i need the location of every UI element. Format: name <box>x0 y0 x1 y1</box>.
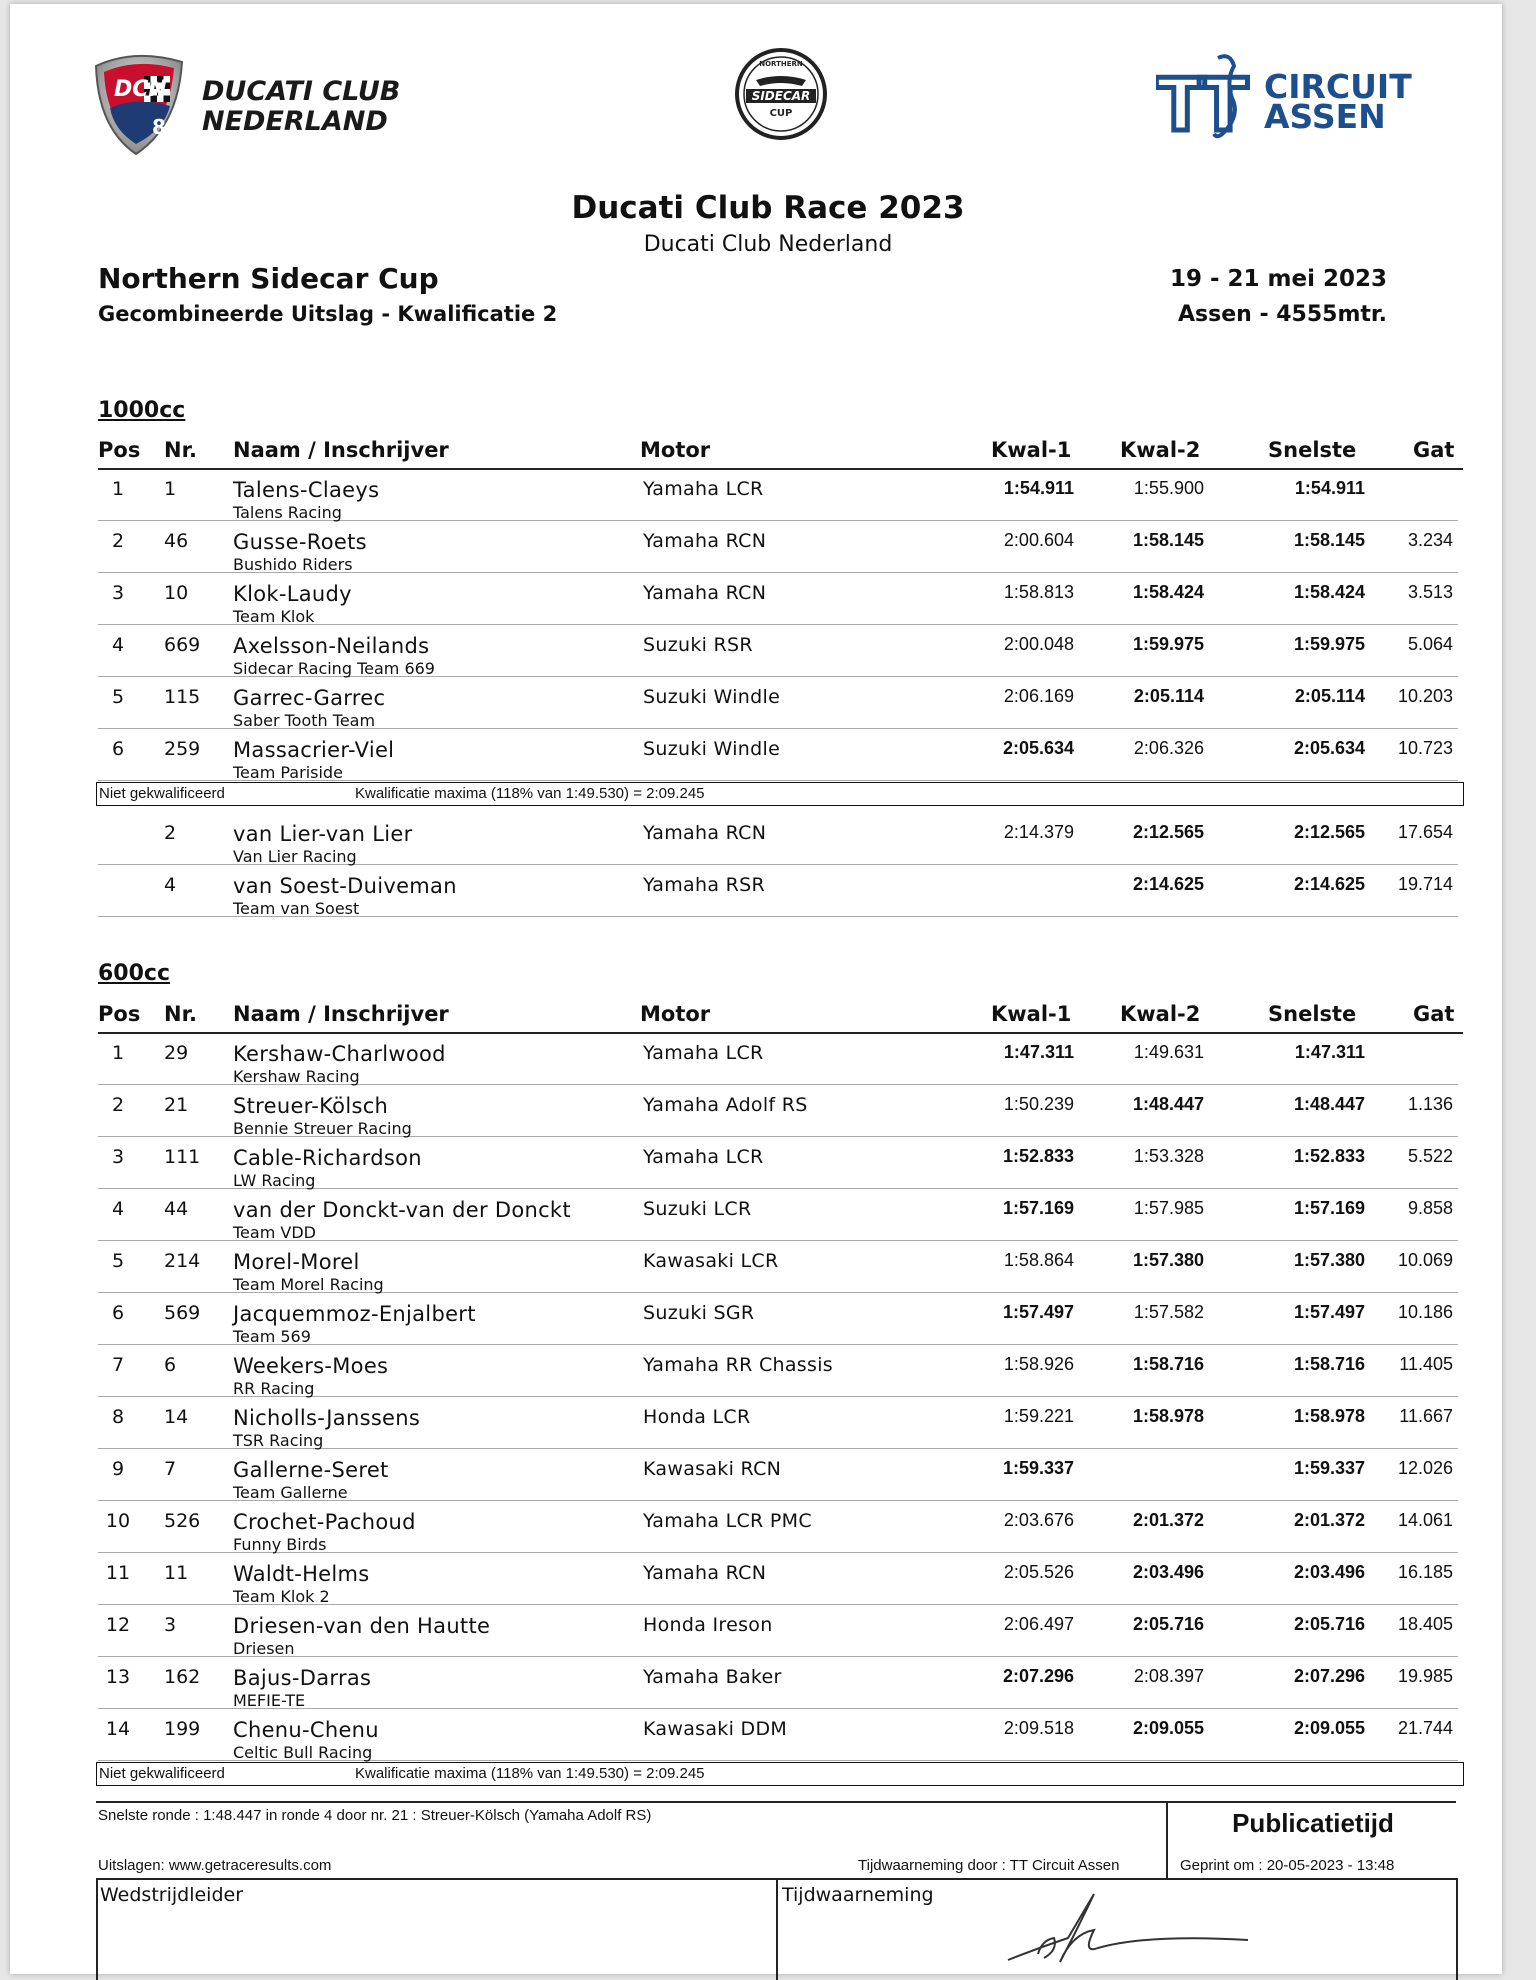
motor-cell: Yamaha RCN <box>643 1562 767 1584</box>
table-row <box>98 1500 1458 1553</box>
kwal-1-time: 1:58.864 <box>1003 1250 1074 1270</box>
header-motor: Motor <box>640 438 711 462</box>
gap-cell: 9.858 <box>1407 1198 1453 1218</box>
entrant-name: Team Gallerne <box>233 1483 348 1502</box>
position-cell: 4 <box>111 1198 125 1220</box>
qualification-rule: Kwalificatie maxima (118% van 1:49.530) = 2:09.245 <box>355 1765 705 1782</box>
entrant-name: Celtic Bull Racing <box>233 1743 373 1762</box>
kwal-2-time: 1:57.985 <box>1133 1198 1204 1218</box>
number-cell: 162 <box>164 1666 201 1688</box>
crew-name: Massacrier-Viel <box>233 738 395 762</box>
document-subtitle: Ducati Club Nederland <box>643 232 893 257</box>
tt-circuit-icon <box>1156 50 1436 146</box>
timekeeping-label: Tijdwaarneming <box>782 1884 934 1906</box>
position-cell: 14 <box>105 1718 131 1740</box>
kwal-2-time: 1:49.631 <box>1133 1042 1204 1062</box>
results-sheet <box>10 4 1502 1974</box>
kwal-1-time: 1:54.911 <box>1003 478 1074 498</box>
results-website: Uitslagen: www.getraceresults.com <box>98 1857 332 1874</box>
fastest-time: 1:58.145 <box>1293 530 1365 550</box>
entrant-name: LW Racing <box>233 1171 316 1190</box>
number-cell: 3 <box>164 1614 177 1636</box>
position-cell: 2 <box>111 1094 125 1116</box>
nsc-top-text: NORTHERN <box>759 60 803 68</box>
crew-name: Klok-Laudy <box>233 582 352 606</box>
crew-name: Weekers-Moes <box>233 1354 389 1378</box>
kwal-2-time: 1:55.900 <box>1133 478 1204 498</box>
position-cell: 5 <box>111 686 125 708</box>
fastest-time: 2:01.372 <box>1293 1510 1365 1530</box>
table-row <box>98 1188 1458 1241</box>
position-cell: 10 <box>105 1510 131 1532</box>
gap-cell: 10.069 <box>1397 1250 1453 1270</box>
nsc-mid-text: SIDECAR <box>751 89 811 103</box>
kwal-1-time: 2:14.379 <box>1003 822 1074 842</box>
table-row <box>98 1344 1458 1397</box>
number-cell: 2 <box>164 822 177 844</box>
number-cell: 44 <box>164 1198 189 1220</box>
kwal-2-time: 1:57.380 <box>1132 1250 1204 1270</box>
entrant-name: Team van Soest <box>233 899 360 918</box>
crew-name: Gallerne-Seret <box>233 1458 389 1482</box>
fastest-time: 1:58.424 <box>1293 582 1365 602</box>
motor-cell: Honda LCR <box>643 1406 751 1428</box>
fastest-time: 2:09.055 <box>1293 1718 1365 1738</box>
position-cell: 11 <box>105 1562 131 1584</box>
gap-cell: 16.185 <box>1397 1562 1453 1582</box>
publication-time-label: Publicatietijd <box>1232 1808 1394 1838</box>
motor-cell: Yamaha RSR <box>643 874 765 896</box>
crew-name: Morel-Morel <box>233 1250 360 1274</box>
table-row <box>98 624 1458 677</box>
header-snelste: Snelste <box>1268 1002 1357 1026</box>
kwal-1-time: 2:00.048 <box>1003 634 1074 654</box>
fastest-time: 1:48.447 <box>1293 1094 1365 1114</box>
fastest-time: 2:07.296 <box>1293 1666 1365 1686</box>
motor-cell: Suzuki Windle <box>643 686 781 708</box>
gap-cell: 12.026 <box>1397 1458 1453 1478</box>
position-cell: 12 <box>105 1614 131 1636</box>
timing-by: Tijdwaarneming door : TT Circuit Assen <box>858 1857 1120 1874</box>
fastest-time: 2:05.634 <box>1293 738 1365 758</box>
header-name: Naam / Inschrijver <box>233 1002 449 1026</box>
kwal-1-time: 1:50.239 <box>1003 1094 1074 1114</box>
fastest-time: 1:58.716 <box>1293 1354 1365 1374</box>
kwal-2-time: 1:48.447 <box>1132 1094 1204 1114</box>
entrant-name: Team Pariside <box>233 763 343 782</box>
gap-cell: 18.405 <box>1397 1614 1453 1634</box>
fastest-time: 1:58.978 <box>1293 1406 1365 1426</box>
kwal-1-time: 2:00.604 <box>1003 530 1074 550</box>
table-row <box>98 676 1458 729</box>
header-kwal-1: Kwal-1 <box>991 1002 1072 1026</box>
number-cell: 7 <box>164 1458 177 1480</box>
gap-cell: 19.714 <box>1397 874 1453 894</box>
number-cell: 4 <box>164 874 177 896</box>
footer-divider <box>96 1801 1456 1803</box>
svg-text:8: 8 <box>152 115 166 139</box>
motor-cell: Kawasaki RCN <box>643 1458 782 1480</box>
entrant-name: Team 569 <box>233 1327 311 1346</box>
entrant-name: TSR Racing <box>233 1431 324 1450</box>
crew-name: Waldt-Helms <box>233 1562 370 1586</box>
header-pos: Pos <box>98 1002 141 1026</box>
table-row <box>98 1552 1458 1605</box>
entrant-name: Kershaw Racing <box>233 1067 360 1086</box>
kwal-2-time: 1:58.145 <box>1132 530 1204 550</box>
header-nr: Nr. <box>164 1002 197 1026</box>
entrant-name: Team Klok 2 <box>233 1587 330 1606</box>
kwal-2-time: 2:12.565 <box>1132 822 1204 842</box>
entrant-name: Van Lier Racing <box>233 847 357 866</box>
entrant-name: Team Morel Racing <box>233 1275 384 1294</box>
table-row <box>98 1448 1458 1501</box>
tt-logo-line2: ASSEN <box>1264 97 1386 136</box>
crew-name: Jacquemmoz-Enjalbert <box>233 1302 476 1326</box>
event-venue: Assen - 4555mtr. <box>1178 302 1387 327</box>
table-row <box>98 1084 1458 1137</box>
gap-cell: 1.136 <box>1407 1094 1453 1114</box>
sidecar-cup-logo <box>726 44 836 144</box>
not-qualified-label: Niet gekwalificeerd <box>99 785 225 802</box>
motor-cell: Yamaha Adolf RS <box>643 1094 808 1116</box>
crew-name: Bajus-Darras <box>233 1666 372 1690</box>
dcn-logo-line1: DUCATI CLUB <box>202 76 401 107</box>
motor-cell: Yamaha RCN <box>643 822 767 844</box>
number-cell: 1 <box>164 478 177 500</box>
fastest-time: 1:57.380 <box>1293 1250 1365 1270</box>
kwal-2-time: 1:58.978 <box>1132 1406 1204 1426</box>
kwal-2-time: 1:58.716 <box>1132 1354 1204 1374</box>
table-row <box>98 468 1458 521</box>
number-cell: 214 <box>164 1250 201 1272</box>
gap-cell: 3.513 <box>1407 582 1453 602</box>
crew-name: Talens-Claeys <box>233 478 380 502</box>
not-qualified-label: Niet gekwalificeerd <box>99 1765 225 1782</box>
table-row <box>98 812 1458 865</box>
motor-cell: Yamaha Baker <box>643 1666 782 1688</box>
number-cell: 111 <box>164 1146 201 1168</box>
number-cell: 569 <box>164 1302 201 1324</box>
fastest-time: 1:57.497 <box>1293 1302 1365 1322</box>
number-cell: 11 <box>164 1562 189 1584</box>
kwal-2-time: 2:03.496 <box>1132 1562 1204 1582</box>
crew-name: Streuer-Kölsch <box>233 1094 389 1118</box>
position-cell: 8 <box>111 1406 125 1428</box>
document-title: Ducati Club Race 2023 <box>571 190 965 226</box>
table-header <box>98 998 1463 1034</box>
number-cell: 29 <box>164 1042 189 1064</box>
table-row <box>98 1708 1458 1761</box>
ducati-club-logo <box>86 48 426 158</box>
entrant-name: Bennie Streuer Racing <box>233 1119 412 1138</box>
crew-name: Chenu-Chenu <box>233 1718 379 1742</box>
kwal-1-time: 1:57.497 <box>1002 1302 1074 1322</box>
header-motor: Motor <box>640 1002 711 1026</box>
gap-cell: 10.723 <box>1397 738 1453 758</box>
fastest-lap-note: Snelste ronde : 1:48.447 in ronde 4 door nr. 21 : Streuer-Kölsch (Yamaha Adolf RS) <box>98 1807 652 1824</box>
number-cell: 14 <box>164 1406 189 1428</box>
class-name: Northern Sidecar Cup <box>98 262 439 295</box>
crew-name: van der Donckt-van der Donckt <box>233 1198 571 1222</box>
crew-name: Nicholls-Janssens <box>233 1406 421 1430</box>
number-cell: 259 <box>164 738 201 760</box>
fastest-time: 1:52.833 <box>1293 1146 1365 1166</box>
table-row <box>98 1292 1458 1345</box>
motor-cell: Yamaha LCR <box>643 1146 764 1168</box>
position-cell: 9 <box>111 1458 125 1480</box>
fastest-time: 1:59.337 <box>1293 1458 1365 1478</box>
table-row <box>98 572 1458 625</box>
header-name: Naam / Inschrijver <box>233 438 449 462</box>
table-row <box>98 1136 1458 1189</box>
number-cell: 46 <box>164 530 189 552</box>
header-kwal-2: Kwal-2 <box>1120 1002 1201 1026</box>
crew-name: Crochet-Pachoud <box>233 1510 416 1534</box>
header-gat: Gat <box>1413 1002 1455 1026</box>
number-cell: 21 <box>164 1094 189 1116</box>
tt-logo-line1: CIRCUIT <box>1264 67 1412 106</box>
crew-name: van Lier-van Lier <box>233 822 413 846</box>
gap-cell: 19.985 <box>1397 1666 1453 1686</box>
crew-name: Axelsson-Neilands <box>233 634 430 658</box>
entrant-name: Saber Tooth Team <box>233 711 376 730</box>
kwal-2-time: 2:06.326 <box>1133 738 1204 758</box>
kwal-2-time: 2:09.055 <box>1132 1718 1204 1738</box>
motor-cell: Suzuki Windle <box>643 738 781 760</box>
position-cell: 1 <box>111 1042 125 1064</box>
kwal-2-time: 2:05.716 <box>1132 1614 1204 1634</box>
entrant-name: MEFIE-TE <box>233 1691 306 1710</box>
section-title: 600cc <box>98 961 171 986</box>
kwal-2-time: 2:01.372 <box>1132 1510 1204 1530</box>
kwal-1-time: 1:47.311 <box>1003 1042 1074 1062</box>
position-cell: 13 <box>105 1666 131 1688</box>
table-row <box>98 1240 1458 1293</box>
dcn-logo-line2: NEDERLAND <box>202 106 388 137</box>
header-snelste: Snelste <box>1268 438 1357 462</box>
signature-boxes <box>96 1878 1458 1980</box>
event-dates: 19 - 21 mei 2023 <box>1169 266 1387 292</box>
position-cell: 3 <box>111 582 125 604</box>
number-cell: 10 <box>164 582 189 604</box>
motor-cell: Suzuki LCR <box>643 1198 752 1220</box>
kwal-2-time: 1:58.424 <box>1132 582 1204 602</box>
number-cell: 199 <box>164 1718 201 1740</box>
fastest-time: 1:47.311 <box>1294 1042 1365 1062</box>
motor-cell: Yamaha LCR PMC <box>643 1510 812 1532</box>
kwal-2-time: 1:57.582 <box>1133 1302 1204 1322</box>
dcn-shield-icon <box>86 48 426 158</box>
gap-cell: 10.203 <box>1397 686 1453 706</box>
dcn-badge-text: DCN <box>114 77 167 102</box>
entrant-name: Sidecar Racing Team 669 <box>233 659 435 678</box>
header-kwal-2: Kwal-2 <box>1120 438 1201 462</box>
entrant-name: Funny Birds <box>233 1535 327 1554</box>
kwal-1-time: 1:58.926 <box>1003 1354 1074 1374</box>
position-cell: 1 <box>111 478 125 500</box>
motor-cell: Kawasaki DDM <box>643 1718 788 1740</box>
kwal-1-time: 2:06.169 <box>1003 686 1074 706</box>
motor-cell: Suzuki SGR <box>643 1302 755 1324</box>
qualification-rule: Kwalificatie maxima (118% van 1:49.530) = 2:09.245 <box>355 785 705 802</box>
motor-cell: Honda Ireson <box>643 1614 773 1636</box>
tt-mark-text: TT <box>1156 63 1240 146</box>
kwal-1-time: 2:03.676 <box>1003 1510 1074 1530</box>
kwal-1-time: 2:05.526 <box>1003 1562 1074 1582</box>
printed-at: Geprint om : 20-05-2023 - 13:48 <box>1180 1857 1395 1874</box>
kwal-1-time: 1:59.337 <box>1002 1458 1074 1478</box>
entrant-name: Team Klok <box>233 607 315 626</box>
position-cell: 7 <box>111 1354 125 1376</box>
fastest-time: 2:12.565 <box>1293 822 1365 842</box>
motor-cell: Yamaha RCN <box>643 530 767 552</box>
gap-cell: 5.064 <box>1407 634 1453 654</box>
kwal-2-time: 2:08.397 <box>1133 1666 1204 1686</box>
table-row <box>98 520 1458 573</box>
number-cell: 669 <box>164 634 201 656</box>
kwal-1-time: 1:57.169 <box>1002 1198 1074 1218</box>
gap-cell: 5.522 <box>1407 1146 1453 1166</box>
header-kwal-1: Kwal-1 <box>991 438 1072 462</box>
gap-cell: 14.061 <box>1397 1510 1453 1530</box>
crew-name: Kershaw-Charlwood <box>233 1042 446 1066</box>
position-cell: 5 <box>111 1250 125 1272</box>
signature-icon <box>998 1888 1258 1968</box>
not-qualified-bar <box>96 1762 1464 1786</box>
gap-cell: 11.667 <box>1399 1406 1453 1426</box>
signature-box-divider <box>776 1880 778 1980</box>
position-cell: 6 <box>111 738 125 760</box>
fastest-time: 1:59.975 <box>1293 634 1365 654</box>
table-row <box>98 1604 1458 1657</box>
position-cell: 2 <box>111 530 125 552</box>
session-name: Gecombineerde Uitslag - Kwalificatie 2 <box>98 302 558 326</box>
number-cell: 115 <box>164 686 201 708</box>
position-cell: 4 <box>111 634 125 656</box>
kwal-2-time: 1:53.328 <box>1133 1146 1204 1166</box>
fastest-time: 1:57.169 <box>1293 1198 1365 1218</box>
fastest-time: 2:03.496 <box>1293 1562 1365 1582</box>
table-header <box>98 434 1463 470</box>
crew-name: Cable-Richardson <box>233 1146 422 1170</box>
table-row <box>98 864 1458 917</box>
entrant-name: Talens Racing <box>233 503 342 522</box>
fastest-time: 1:54.911 <box>1294 478 1365 498</box>
motor-cell: Yamaha RR Chassis <box>643 1354 833 1376</box>
nsc-bottom-text: CUP <box>769 108 793 119</box>
kwal-1-time: 1:59.221 <box>1003 1406 1074 1426</box>
motor-cell: Yamaha LCR <box>643 478 764 500</box>
gap-cell: 17.654 <box>1397 822 1453 842</box>
entrant-name: Team VDD <box>233 1223 316 1242</box>
motor-cell: Yamaha LCR <box>643 1042 764 1064</box>
kwal-1-time: 2:09.518 <box>1003 1718 1074 1738</box>
kwal-1-time: 2:07.296 <box>1002 1666 1074 1686</box>
motor-cell: Kawasaki LCR <box>643 1250 779 1272</box>
header-pos: Pos <box>98 438 141 462</box>
motor-cell: Suzuki RSR <box>643 634 753 656</box>
gap-cell: 3.234 <box>1407 530 1453 550</box>
table-row <box>98 1032 1458 1085</box>
gap-cell: 11.405 <box>1399 1354 1453 1374</box>
race-director-label: Wedstrijdleider <box>100 1884 244 1906</box>
crew-name: Garrec-Garrec <box>233 686 386 710</box>
crew-name: Gusse-Roets <box>233 530 367 554</box>
entrant-name: Driesen <box>233 1639 295 1658</box>
tt-circuit-assen-logo <box>1156 50 1436 146</box>
kwal-1-time: 2:05.634 <box>1002 738 1074 758</box>
table-row <box>98 1656 1458 1709</box>
entrant-name: RR Racing <box>233 1379 315 1398</box>
entrant-name: Bushido Riders <box>233 555 353 574</box>
kwal-1-time: 1:58.813 <box>1003 582 1074 602</box>
table-row <box>98 1396 1458 1449</box>
table-row <box>98 728 1458 781</box>
number-cell: 526 <box>164 1510 201 1532</box>
kwal-2-time: 2:14.625 <box>1132 874 1204 894</box>
gap-cell: 10.186 <box>1397 1302 1453 1322</box>
crew-name: van Soest-Duiveman <box>233 874 457 898</box>
section-title: 1000cc <box>98 398 186 423</box>
kwal-1-time: 1:52.833 <box>1002 1146 1074 1166</box>
kwal-1-time: 2:06.497 <box>1003 1614 1074 1634</box>
header-gat: Gat <box>1413 438 1455 462</box>
sidecar-cup-badge-icon <box>726 44 836 144</box>
not-qualified-bar <box>96 782 1464 806</box>
fastest-time: 2:05.114 <box>1294 686 1365 706</box>
kwal-2-time: 1:59.975 <box>1132 634 1204 654</box>
fastest-time: 2:05.716 <box>1293 1614 1365 1634</box>
number-cell: 6 <box>164 1354 177 1376</box>
fastest-time: 2:14.625 <box>1293 874 1365 894</box>
header-nr: Nr. <box>164 438 197 462</box>
position-cell: 6 <box>111 1302 125 1324</box>
crew-name: Driesen-van den Hautte <box>233 1614 491 1638</box>
gap-cell: 21.744 <box>1397 1718 1453 1738</box>
position-cell: 3 <box>111 1146 125 1168</box>
kwal-2-time: 2:05.114 <box>1133 686 1204 706</box>
motor-cell: Yamaha RCN <box>643 582 767 604</box>
